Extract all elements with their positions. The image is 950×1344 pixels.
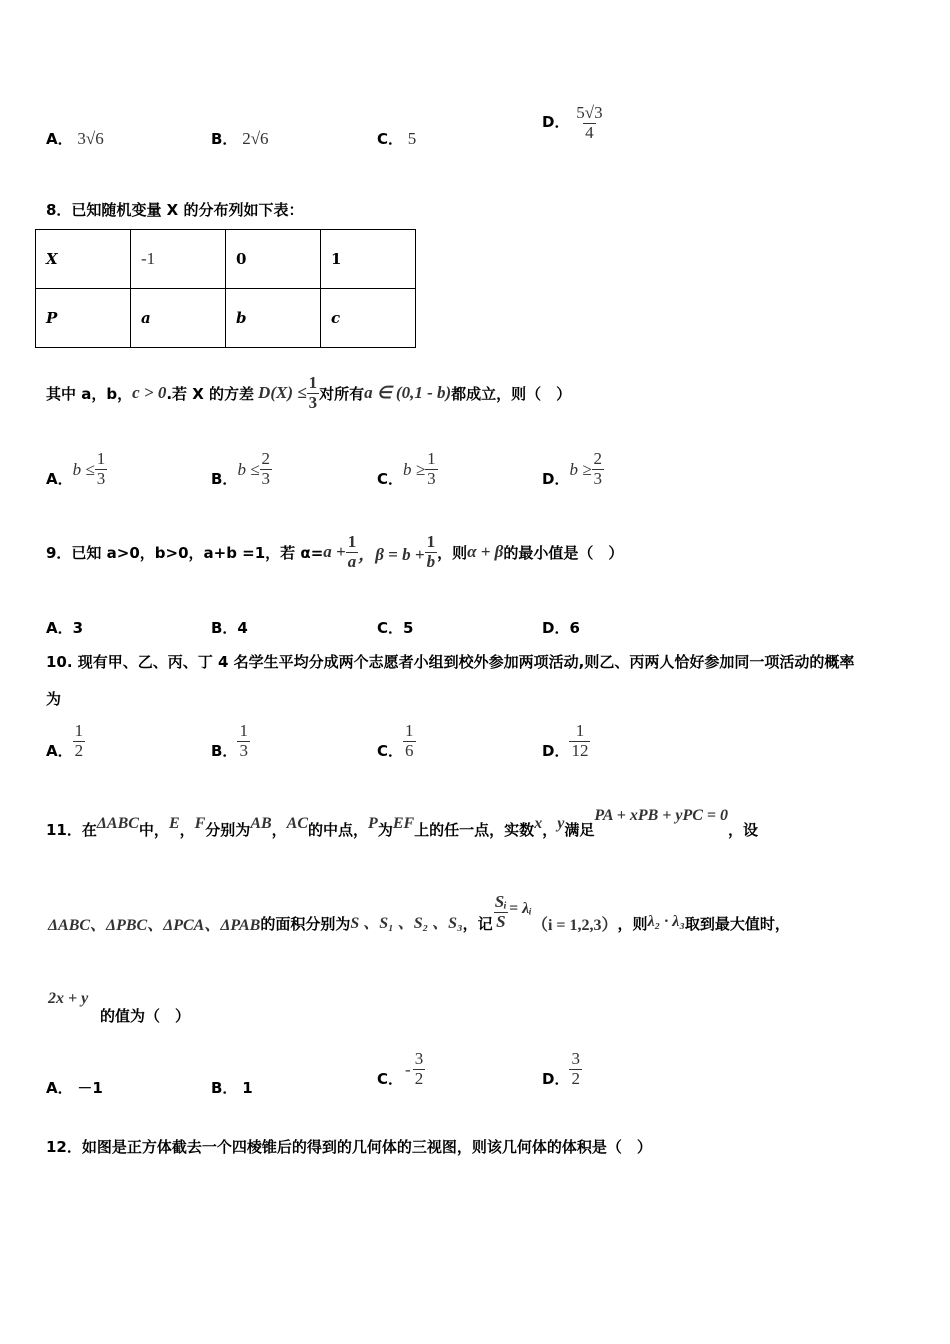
fraction: $\frac{1}{2}$ bbox=[74, 721, 84, 760]
fraction: $\frac{\text{Sᵢ}}{S}$ bbox=[494, 892, 508, 931]
q11-option-d: D． $\frac{3}{2}$ bbox=[542, 1049, 580, 1088]
q10-option-c: C． $\frac{1}{6}$ bbox=[377, 721, 414, 760]
table-row bbox=[36, 230, 416, 289]
option-label: B． bbox=[211, 130, 238, 148]
option-label: A． bbox=[46, 130, 73, 148]
q9-option-c: C．5 bbox=[377, 619, 414, 637]
q11-stem-ask: 的值为（ ） bbox=[100, 1007, 191, 1025]
q8-option-d: D． b ≥ $\frac{2}{3}$ bbox=[542, 449, 603, 488]
q11-option-b: B． 1 bbox=[211, 1079, 253, 1097]
fraction: $\frac{1}{b}$ bbox=[426, 532, 436, 571]
fraction: $\frac{1}{3}$ bbox=[308, 373, 318, 412]
q12-stem: 12．如图是正方体截去一个四棱锥后的得到的几何体的三视图，则该几何体的体积是（ ） bbox=[46, 1138, 652, 1156]
q8-condition-line: 其中 a，b， c > 0 .若 X 的方差 D(X) ≤ $\frac{1}{3}$ 对所有 a ∈ (0,1 - b) 都成立，则（ ） bbox=[46, 373, 572, 412]
fraction: $\frac{2}{3}$ bbox=[593, 449, 603, 488]
fraction: $\frac{1}{3}$ bbox=[239, 721, 248, 760]
q10-stem-line2: 为 bbox=[46, 690, 62, 708]
table-cell: P bbox=[36, 289, 131, 348]
option-label: D． bbox=[542, 113, 570, 132]
q7-option-c bbox=[377, 128, 416, 149]
q11-option-a: A． －1 bbox=[46, 1079, 103, 1097]
fraction: $\frac{2}{3}$ bbox=[261, 449, 271, 488]
table-cell: 0 bbox=[226, 230, 321, 289]
fraction: $\frac{1}{12}$ bbox=[571, 721, 589, 760]
table-cell: 1 bbox=[321, 230, 416, 289]
q10-stem-line1: 10. 现有甲、乙、丙、丁 4 名学生平均分成两个志愿者小组到校外参加两项活动,则乙、丙两人恰好参加同一项活动的概率 bbox=[46, 653, 855, 671]
q7-option-d bbox=[542, 104, 605, 142]
distribution-table bbox=[35, 229, 416, 348]
q10-option-a: A． $\frac{1}{2}$ bbox=[46, 721, 84, 760]
fraction: $\frac{5√3}{4}$ bbox=[576, 103, 603, 142]
table-cell: X bbox=[36, 230, 131, 289]
option-label: C． bbox=[377, 130, 404, 148]
fraction: $\frac{1}{6}$ bbox=[405, 721, 414, 760]
q10-option-d: D． $\frac{1}{12}$ bbox=[542, 721, 589, 760]
table-cell: a bbox=[131, 289, 226, 348]
q8-stem: 8．已知随机变量 X 的分布列如下表： bbox=[46, 201, 304, 219]
q10-option-b: B． $\frac{1}{3}$ bbox=[211, 721, 248, 760]
option-value: 2√6 bbox=[242, 129, 269, 148]
q11-option-c: C． - $\frac{3}{2}$ bbox=[377, 1049, 424, 1088]
fraction: $\frac{3}{2}$ bbox=[571, 1049, 580, 1088]
fraction: $\frac{1}{3}$ bbox=[427, 449, 436, 488]
q9-option-a: A．3 bbox=[46, 619, 84, 637]
option-value: 3√6 bbox=[77, 129, 104, 148]
q11-stem-line2: ΔABC、ΔPBC、ΔPCA、ΔPAB 的面积分别为 S 、S₁ 、S₂ 、S₃ ，记 $\frac{\text{Sᵢ}}{S}$ = λᵢ （i = 1,2,3） ，则 λ₂ · λ₃ 取到最大值时， bbox=[48, 892, 790, 934]
q9-stem: 9．已知 a>0，b>0，a+b =1，若 α= a + $\frac{1}{a}$ ，β = b + $\frac{1}{b}$ ，则 α + β 的最小值是（ ） bbox=[46, 532, 624, 571]
table-cell: -1 bbox=[131, 230, 226, 289]
q7-option-a bbox=[46, 128, 104, 149]
fraction: $\frac{3}{2}$ bbox=[414, 1049, 424, 1088]
fraction: $\frac{1}{3}$ bbox=[96, 449, 106, 488]
q8-option-a: A． b ≤ $\frac{1}{3}$ bbox=[46, 449, 106, 488]
q8-option-c: C． b ≥ $\frac{1}{3}$ bbox=[377, 449, 436, 488]
q7-option-b bbox=[211, 128, 269, 149]
q9-option-b: B．4 bbox=[211, 619, 248, 637]
table-cell: c bbox=[321, 289, 416, 348]
fraction: $\frac{1}{a}$ bbox=[347, 532, 357, 571]
q11-stem-line1: 11．在 ΔABC 中， E ， F 分别为 AB ， AC 的中点， P 为 EF 上的任一点，实数 x ， y 满足 PA + xPB + yPC = 0 ，设 bbox=[46, 807, 759, 839]
q11-stem-line3: 2x + y bbox=[48, 990, 89, 1007]
q8-option-b: B． b ≤ $\frac{2}{3}$ bbox=[211, 449, 271, 488]
q9-option-d: D．6 bbox=[542, 619, 580, 637]
option-value: 5 bbox=[407, 129, 417, 148]
table-cell: b bbox=[226, 289, 321, 348]
table-row bbox=[36, 289, 416, 348]
